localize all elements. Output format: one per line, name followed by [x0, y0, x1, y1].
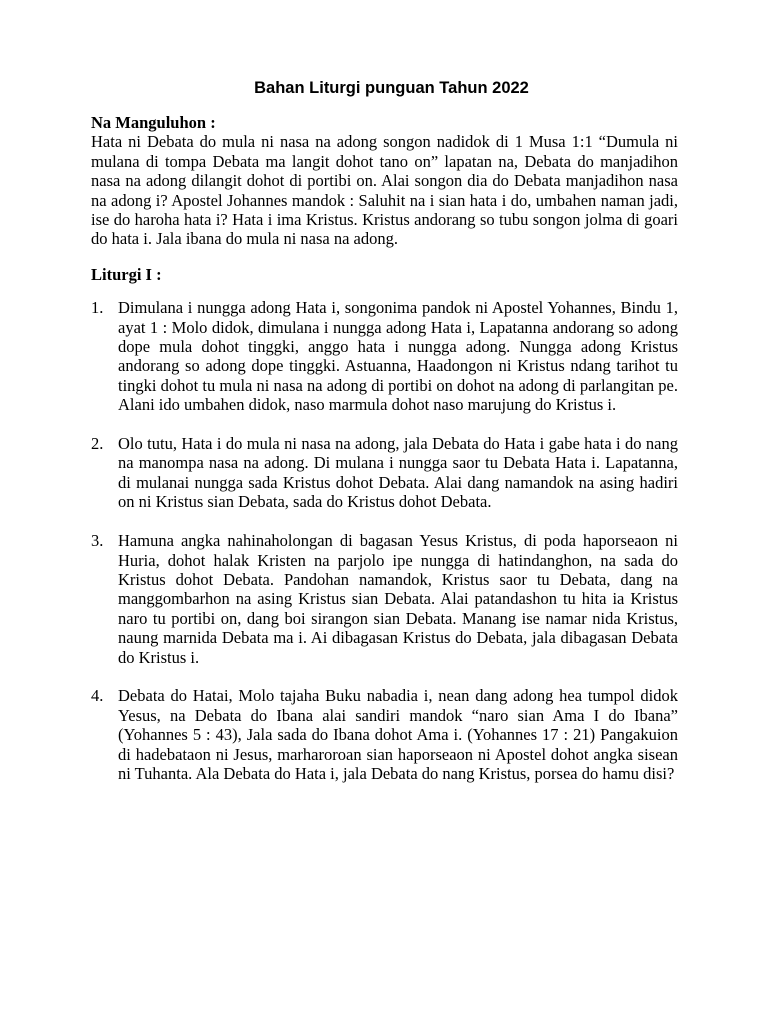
- list-item-number: 3.: [91, 531, 104, 551]
- list-item-text: Dimulana i nungga adong Hata i, songonima pandok ni Apostel Yohannes, Bindu 1, ayat 1 : Molo didok, dimulana i nungga adong Hata i, Lapatanna andorang so adong dope mula dohot tinggki, anggo hata i nungga adong. Nungga adong Kristus andorang so adong dope tinggki. Astuanna, Haadongon ni Kristus ndang tarihot tu tingki dohot tu mula ni nasa na adong di portibi on dohot na adong di parlangitan pe. Alani ido umbahen didok, naso marmula dohot naso marujung do Kristus i.: [118, 298, 678, 415]
- liturgi-list: [91, 298, 678, 783]
- list-item-number: 2.: [91, 434, 104, 454]
- list-item: [91, 686, 678, 783]
- intro-paragraph: Hata ni Debata do mula ni nasa na adong songon nadidok di 1 Musa 1:1 “Dumula ni mulana di tompa Debata ma langit dohot tano on” lapatan na, Debata do manjadihon nasa na adong dilangit dohot di portibi on. Alai songon dia do Debata manjadihon nasa na adong i? Apostel Johannes mandok : Saluhit na i sian hata i do, umbahen naman jadi, ise do haroha hata i? Hata i ima Kristus. Kristus andorang so tubu songon jolma di goari do hata i. Jala ibana do mula ni nasa na adong.: [91, 132, 678, 249]
- list-item: [91, 298, 678, 414]
- list-item-number: 1.: [91, 298, 104, 318]
- list-item-number: 4.: [91, 686, 104, 706]
- list-item: [91, 434, 678, 512]
- intro-heading: Na Manguluhon :: [91, 113, 216, 132]
- document-title: Bahan Liturgi punguan Tahun 2022: [254, 79, 529, 97]
- liturgi-heading: Liturgi I :: [91, 264, 162, 284]
- list-item-text: Hamuna angka nahinaholongan di bagasan Yesus Kristus, di poda haporseaon ni Huria, dohot halak Kristen na parjolo ipe nungga di hatindanghon, na sada do Kristus dohot Debata. Pandohan namandok, Kristus saor tu Debata, dang na manggombarhon na asing Kristus sian Debata. Alai patandashon tu hita ia Kristus naro tu portibi on, dang boi sirangon sian Debata. Manang ise namar nida Kristus, naung marnida Debata ma i. Ai dibagasan Kristus do Debata, jala dibagasan Debata do Kristus i.: [118, 531, 678, 667]
- list-item-text: Debata do Hatai, Molo tajaha Buku nabadia i, nean dang adong hea tumpol didok Yesus, na Debata do Ibana alai sandiri mandok “naro sian Ama I do Ibana” (Yohannes 5 : 43), Jala sada do Ibana dohot Ama i. (Yohannes 17 : 21) Pangakuion di hadebataon ni Jesus, marharoroan sian haporseaon ni Apostel dohot angka sisean ni Tuhanta. Ala Debata do Hata i, jala Debata do nang Kristus, porsea do hamu disi?: [118, 686, 678, 783]
- list-item: [91, 531, 678, 667]
- list-item-text: Olo tutu, Hata i do mula ni nasa na adong, jala Debata do Hata i gabe hata i do nang na manompa nasa na adong. Di mulana i nungga saor tu Debata Hata i. Lapatanna, di mulanai nungga sada Kristus dohot Debata. Alai dang namandok na asing hadiri on ni Kristus sian Debata, sada do Kristus dohot Debata.: [118, 434, 678, 512]
